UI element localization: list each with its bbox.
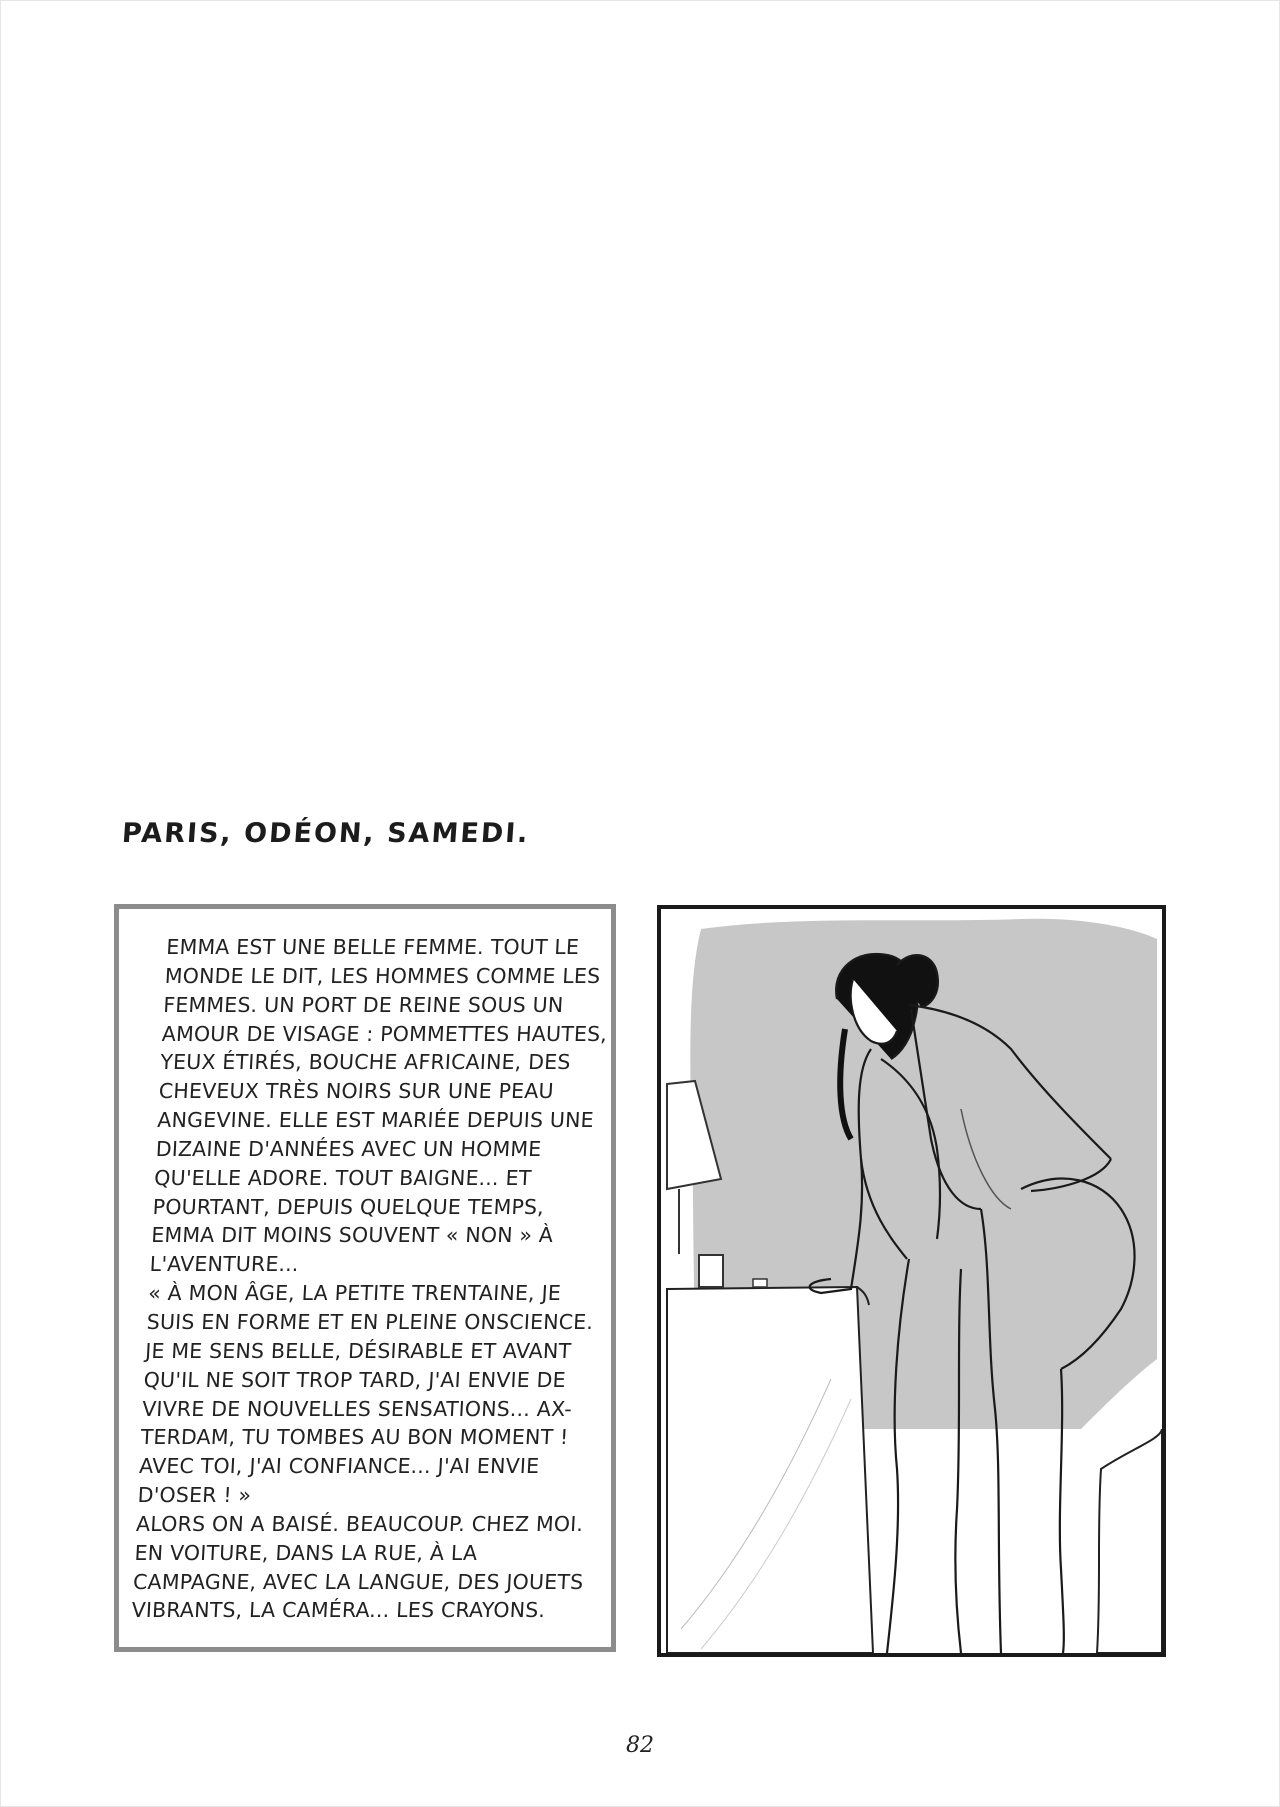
narration-line: EMMA DIT MOINS SOUVENT « NON » À (150, 1223, 554, 1248)
narration-line: EMMA EST UNE BELLE FEMME. TOUT LE (165, 935, 580, 959)
narration-line: « À MON ÂGE, LA PETITE TRENTAINE, JE (147, 1281, 562, 1306)
page-number: 82 (626, 1733, 654, 1758)
location-caption: PARIS, ODÉON, SAMEDI. (120, 818, 531, 849)
narration-line: L'AVENTURE... (149, 1252, 300, 1277)
narration-line: EN VOITURE, DANS LA RUE, À LA (134, 1540, 478, 1565)
narration-line: DIZAINE D'ANNÉES AVEC UN HOMME (155, 1136, 543, 1161)
narration-line: ALORS ON A BAISÉ. BEAUCOUP. CHEZ MOI. (135, 1511, 584, 1536)
narration-line: ANGEVINE. ELLE EST MARIÉE DEPUIS UNE (156, 1108, 595, 1133)
narration-line: CAMPAGNE, AVEC LA LANGUE, DES JOUETS (132, 1569, 584, 1594)
narration-line: YEUX ÉTIRÉS, BOUCHE AFRICAINE, DES (159, 1050, 572, 1075)
couple-illustration (661, 909, 1162, 1653)
narration-line: AVEC TOI, J'AI CONFIANCE... J'AI ENVIE (138, 1454, 540, 1479)
narration-line: POURTANT, DEPUIS QUELQUE TEMPS, (152, 1194, 545, 1219)
narration-line: JE ME SENS BELLE, DÉSIRABLE ET AVANT (144, 1338, 572, 1363)
sofa-edge (1097, 1429, 1162, 1653)
narration-line: AMOUR DE VISAGE : POMMETTES HAUTES, (161, 1021, 608, 1046)
narration-line: SUIS EN FORME ET EN PLEINE ONSCIENCE. (146, 1309, 594, 1334)
narration-line: QU'IL NE SOIT TROP TARD, J'AI ENVIE DE (143, 1367, 567, 1392)
illustration-panel (657, 905, 1166, 1657)
narration-line: D'OSER ! » (137, 1483, 252, 1508)
narration-line: VIVRE DE NOUVELLES SENSATIONS... AX- (141, 1396, 573, 1421)
small-frame-object (699, 1255, 723, 1287)
table-illustration (667, 1287, 873, 1653)
narration-line: VIBRANTS, LA CAMÉRA... LES CRAYONS. (131, 1598, 546, 1623)
narration-line: CHEVEUX TRÈS NOIRS SUR UNE PEAU (158, 1079, 555, 1104)
narration-panel (114, 904, 616, 1652)
narration-line: FEMMES. UN PORT DE REINE SOUS UN (162, 992, 564, 1017)
narration-line: MONDE LE DIT, LES HOMMES COMME LES (164, 963, 602, 988)
narration-line: QU'ELLE ADORE. TOUT BAIGNE... ET (153, 1165, 533, 1190)
narration-text (131, 933, 607, 1625)
narration-line: TERDAM, TU TOMBES AU BON MOMENT ! (140, 1425, 570, 1450)
